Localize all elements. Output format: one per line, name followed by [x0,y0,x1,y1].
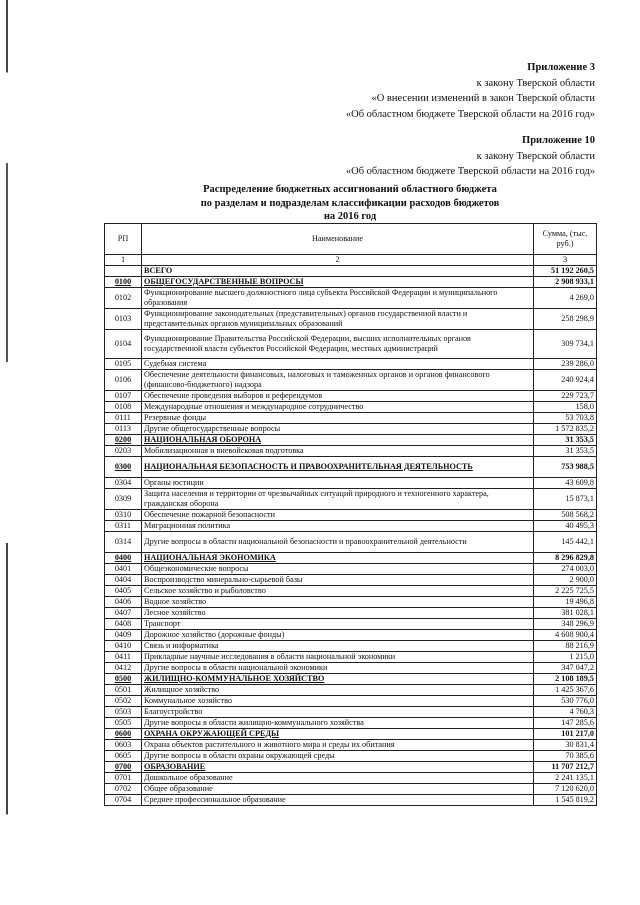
row-sum: 240 924,4 [534,370,597,391]
table-row [105,391,597,402]
row-name: Транспорт [142,619,534,630]
table-row [105,277,597,288]
row-sum: 2 241 135,1 [534,773,597,784]
row-name: НАЦИОНАЛЬНАЯ ОБОРОНА [142,435,534,446]
annex-10-label: Приложение 10 [522,135,595,146]
row-name: Функционирование высшего должностного лица субъекта Российской Федерации и муниципального образования [142,288,534,309]
table-row [105,564,597,575]
row-sum: 309 734,1 [534,330,597,359]
row-code: 0704 [105,795,142,806]
row-name: Дорожное хозяйство (дорожные фонды) [142,630,534,641]
row-name: Общеэкономические вопросы [142,564,534,575]
row-name: Охрана объектов растительного и животного мира и среды их обитания [142,740,534,751]
budget-table [104,223,597,806]
title-line: на 2016 год [323,211,377,222]
row-code: 0200 [105,435,142,446]
row-sum: 258 298,9 [534,309,597,330]
row-name: НАЦИОНАЛЬНАЯ БЕЗОПАСНОСТЬ И ПРАВООХРАНИТЕЛЬНАЯ ДЕЯТЕЛЬНОСТЬ [142,457,534,478]
header-sum: Сумма, (тыс. руб.) [534,224,597,255]
row-code: 0503 [105,707,142,718]
row-sum: 2 900,0 [534,575,597,586]
row-code [105,266,142,277]
annex-3-line: к закону Тверской области [476,77,595,89]
table-row [105,641,597,652]
row-code: 0309 [105,489,142,510]
row-sum: 147 285,6 [534,718,597,729]
row-sum: 40 495,3 [534,521,597,532]
row-code: 0310 [105,510,142,521]
row-sum: 2 908 933,1 [534,277,597,288]
row-code: 0408 [105,619,142,630]
row-name: Другие вопросы в области национальной экономики [142,663,534,674]
row-code: 0412 [105,663,142,674]
row-code: 0102 [105,288,142,309]
table-row [105,674,597,685]
row-sum: 2 108 189,5 [534,674,597,685]
row-code: 0502 [105,696,142,707]
row-code: 0404 [105,575,142,586]
annex-3-line: «Об областном бюджете Тверской области на 2016 год» [345,108,595,120]
row-name: Другие вопросы в области жилищно-коммунального хозяйства [142,718,534,729]
table-row [105,784,597,795]
table-row [105,457,597,478]
row-code: 0203 [105,446,142,457]
row-code: 0103 [105,309,142,330]
document-title [0,183,640,224]
row-name: Мобилизационная и вневойсковая подготовка [142,446,534,457]
row-code: 0405 [105,586,142,597]
row-name: НАЦИОНАЛЬНАЯ ЭКОНОМИКА [142,553,534,564]
row-sum: 31 353,5 [534,435,597,446]
annex-10-header [346,133,595,180]
table-row [105,446,597,457]
table-row [105,729,597,740]
row-code: 0400 [105,553,142,564]
table-row [105,696,597,707]
row-sum: 274 003,0 [534,564,597,575]
row-name: Защита населения и территории от чрезвычайных ситуаций природного и техногенного характера, гражданская оборона [142,489,534,510]
row-name: Другие вопросы в области национальной безопасности и правоохранительной деятельности [142,532,534,553]
row-sum: 4 760,3 [534,707,597,718]
row-code: 0500 [105,674,142,685]
row-name: Обеспечение проведения выборов и референдумов [142,391,534,402]
row-name: Резервные фонды [142,413,534,424]
table-row [105,707,597,718]
row-name: Общее образование [142,784,534,795]
table-row [105,652,597,663]
table-row [105,266,597,277]
table-row [105,663,597,674]
column-number: 2 [142,255,534,266]
table-row [105,532,597,553]
table-row [105,424,597,435]
row-sum: 239 286,0 [534,359,597,370]
row-name: ВСЕГО [142,266,534,277]
row-name: Обеспечение пожарной безопасности [142,510,534,521]
annex-3-header [346,60,595,122]
row-code: 0702 [105,784,142,795]
row-code: 0409 [105,630,142,641]
table-row [105,553,597,564]
row-code: 0603 [105,740,142,751]
row-sum: 15 873,1 [534,489,597,510]
row-name: ОБРАЗОВАНИЕ [142,762,534,773]
table-row [105,762,597,773]
table-row [105,751,597,762]
row-sum: 753 988,5 [534,457,597,478]
title-line: по разделам и подразделам классификации расходов бюджетов [200,197,500,209]
row-sum: 381 028,1 [534,608,597,619]
annex-10-line: к закону Тверской области [476,150,595,162]
row-code: 0314 [105,532,142,553]
row-code: 0108 [105,402,142,413]
column-number: 1 [105,255,142,266]
row-code: 0106 [105,370,142,391]
row-sum: 31 353,5 [534,446,597,457]
row-sum: 7 120 620,0 [534,784,597,795]
row-sum: 530 776,0 [534,696,597,707]
row-code: 0401 [105,564,142,575]
row-sum: 347 047,2 [534,663,597,674]
table-row [105,370,597,391]
row-sum: 11 707 212,7 [534,762,597,773]
row-name: Другие общегосударственные вопросы [142,424,534,435]
row-name: Связь и информатика [142,641,534,652]
row-name: Миграционная политика [142,521,534,532]
row-sum: 4 269,0 [534,288,597,309]
row-sum: 101 217,0 [534,729,597,740]
row-sum: 1 545 819,2 [534,795,597,806]
annex-3-label: Приложение 3 [527,62,595,73]
row-code: 0105 [105,359,142,370]
table-row [105,478,597,489]
table-row [105,402,597,413]
table-row [105,521,597,532]
table-row [105,619,597,630]
header-name: Наименование [142,224,534,255]
row-sum: 30 831,4 [534,740,597,751]
row-name: Водное хозяйство [142,597,534,608]
row-code: 0300 [105,457,142,478]
row-name: Дошкольное образование [142,773,534,784]
row-name: Другие вопросы в области охраны окружающей среды [142,751,534,762]
row-code: 0505 [105,718,142,729]
row-name: Органы юстиции [142,478,534,489]
row-code: 0410 [105,641,142,652]
row-code: 0111 [105,413,142,424]
table-header-row [105,224,597,255]
table-row [105,330,597,359]
table-row [105,489,597,510]
table-row [105,718,597,729]
table-row [105,586,597,597]
table-row [105,309,597,330]
row-sum: 1 425 367,6 [534,685,597,696]
table-row [105,608,597,619]
row-sum: 4 608 900,4 [534,630,597,641]
row-sum: 19 496,8 [534,597,597,608]
row-name: ЖИЛИЩНО-КОММУНАЛЬНОЕ ХОЗЯЙСТВО [142,674,534,685]
column-number: 3 [534,255,597,266]
row-name: Жилищное хозяйство [142,685,534,696]
row-sum: 158,0 [534,402,597,413]
table-row [105,795,597,806]
table-row [105,359,597,370]
row-sum: 145 442,1 [534,532,597,553]
row-code: 0304 [105,478,142,489]
header-code: РП [105,224,142,255]
row-name: Международные отношения и международное сотрудничество [142,402,534,413]
annex-3-line: «О внесении изменений в закон Тверской области [371,93,595,104]
row-sum: 8 296 829,8 [534,553,597,564]
scan-edge-mark [6,0,8,905]
row-name: Воспроизводство минерально-сырьевой базы [142,575,534,586]
row-code: 0407 [105,608,142,619]
row-name: Среднее профессиональное образование [142,795,534,806]
table-row [105,435,597,446]
table-row [105,685,597,696]
table-row [105,630,597,641]
row-name: Судебная система [142,359,534,370]
row-code: 0700 [105,762,142,773]
row-name: Сельское хозяйство и рыболовство [142,586,534,597]
annex-10-line: «Об областном бюджете Тверской области на 2016 год» [345,166,595,177]
row-code: 0104 [105,330,142,359]
row-sum: 348 296,9 [534,619,597,630]
row-code: 0113 [105,424,142,435]
row-name: Благоустройство [142,707,534,718]
row-code: 0107 [105,391,142,402]
row-sum: 229 723,7 [534,391,597,402]
row-sum: 53 703,8 [534,413,597,424]
row-sum: 2 225 725,5 [534,586,597,597]
table-row [105,740,597,751]
table-row [105,575,597,586]
row-code: 0311 [105,521,142,532]
row-sum: 70 385,6 [534,751,597,762]
row-name: ОХРАНА ОКРУЖАЮЩЕЙ СРЕДЫ [142,729,534,740]
row-name: Функционирование законодательных (представительных) органов государственной власти и представительных органов муниципальных образований [142,309,534,330]
table-row [105,288,597,309]
row-name: Коммунальное хозяйство [142,696,534,707]
row-code: 0600 [105,729,142,740]
row-code: 0501 [105,685,142,696]
row-code: 0406 [105,597,142,608]
row-name: Обеспечение деятельности финансовых, налоговых и таможенных органов и органов финансового (финансово-бюджетного) надзора [142,370,534,391]
column-number-row [105,255,597,266]
row-code: 0605 [105,751,142,762]
row-sum: 1 215,0 [534,652,597,663]
table-row [105,413,597,424]
table-row [105,510,597,521]
row-sum: 43 609,8 [534,478,597,489]
row-sum: 51 192 260,5 [534,266,597,277]
table-row [105,773,597,784]
row-sum: 1 572 835,2 [534,424,597,435]
table-row [105,597,597,608]
row-sum: 88 216,9 [534,641,597,652]
row-code: 0100 [105,277,142,288]
row-name: Функционирование Правительства Российской Федерации, высших исполнительных органов государственной власти субъектов Российской Федерации, местных администраций [142,330,534,359]
row-code: 0411 [105,652,142,663]
title-line: Распределение бюджетных ассигнований областного бюджета [203,184,497,195]
row-name: Лесное хозяйство [142,608,534,619]
row-sum: 508 568,2 [534,510,597,521]
row-name: ОБЩЕГОСУДАРСТВЕННЫЕ ВОПРОСЫ [142,277,534,288]
row-name: Прикладные научные исследования в области национальной экономики [142,652,534,663]
row-code: 0701 [105,773,142,784]
